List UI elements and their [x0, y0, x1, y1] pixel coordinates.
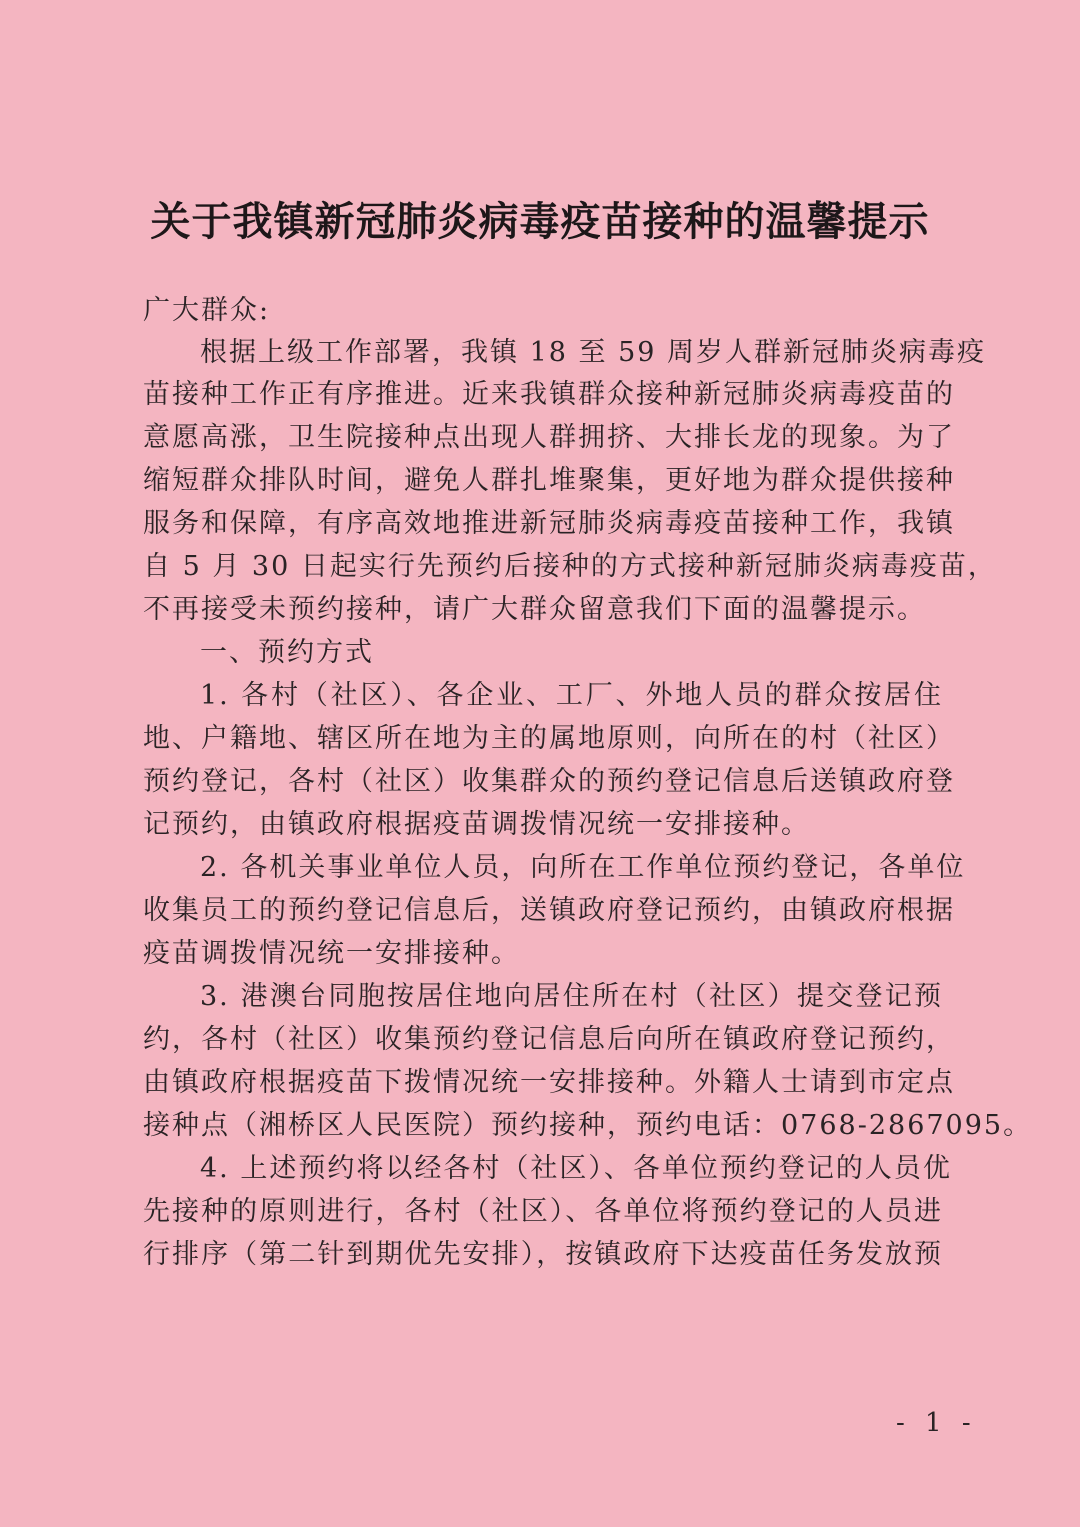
body-line: 由镇政府根据疫苗下拨情况统一安排接种。外籍人士请到市定点 — [143, 1067, 955, 1098]
page-number: - 1 - — [896, 1408, 977, 1438]
body-line: 苗接种工作正有序推进。近来我镇群众接种新冠肺炎病毒疫苗的 — [143, 379, 955, 410]
body-line: 疫苗调拨情况统一安排接种。 — [143, 938, 520, 969]
body-line: 缩短群众排队时间，避免人群扎堆聚集，更好地为群众提供接种 — [143, 465, 955, 496]
salutation: 广大群众: — [143, 295, 271, 326]
body-line: 收集员工的预约登记信息后，送镇政府登记预约，由镇政府根据 — [143, 895, 955, 926]
body-line: 自 5 月 30 日起实行先预约后接种的方式接种新冠肺炎病毒疫苗， — [143, 551, 997, 582]
body-line: 约，各村（社区）收集预约登记信息后向所在镇政府登记预约， — [143, 1024, 955, 1055]
body-line: 4. 上述预约将以经各村（社区）、各单位预约登记的人员优 — [200, 1153, 952, 1184]
body-line: 预约登记，各村（社区）收集群众的预约登记信息后送镇政府登 — [143, 766, 955, 797]
body-line: 服务和保障，有序高效地推进新冠肺炎病毒疫苗接种工作，我镇 — [143, 508, 955, 539]
document-title: 关于我镇新冠肺炎病毒疫苗接种的温馨提示 — [150, 198, 930, 245]
body-line: 不再接受未预约接种，请广大群众留意我们下面的温馨提示。 — [143, 594, 926, 625]
body-line: 1. 各村（社区）、各企业、工厂、外地人员的群众按居住 — [200, 680, 943, 711]
body-line: 意愿高涨，卫生院接种点出现人群拥挤、大排长龙的现象。为了 — [143, 422, 955, 453]
body-line: 根据上级工作部署，我镇 18 至 59 周岁人群新冠肺炎病毒疫 — [200, 337, 987, 368]
body-line: 3. 港澳台同胞按居住地向居住所在村（社区）提交登记预 — [200, 981, 943, 1012]
body-line: 先接种的原则进行，各村（社区）、各单位将预约登记的人员进 — [143, 1196, 943, 1227]
body-line: 行排序（第二针到期优先安排），按镇政府下达疫苗任务发放预 — [143, 1239, 943, 1270]
body-line: 地、户籍地、辖区所在地为主的属地原则，向所在的村（社区） — [143, 723, 955, 754]
body-line: 接种点（湘桥区人民医院）预约接种，预约电话：0768-2867095。 — [143, 1110, 1033, 1141]
section-heading: 一、预约方式 — [200, 637, 374, 668]
body-line: 2. 各机关事业单位人员，向所在工作单位预约登记，各单位 — [200, 852, 966, 883]
body-line: 记预约，由镇政府根据疫苗调拨情况统一安排接种。 — [143, 809, 810, 840]
